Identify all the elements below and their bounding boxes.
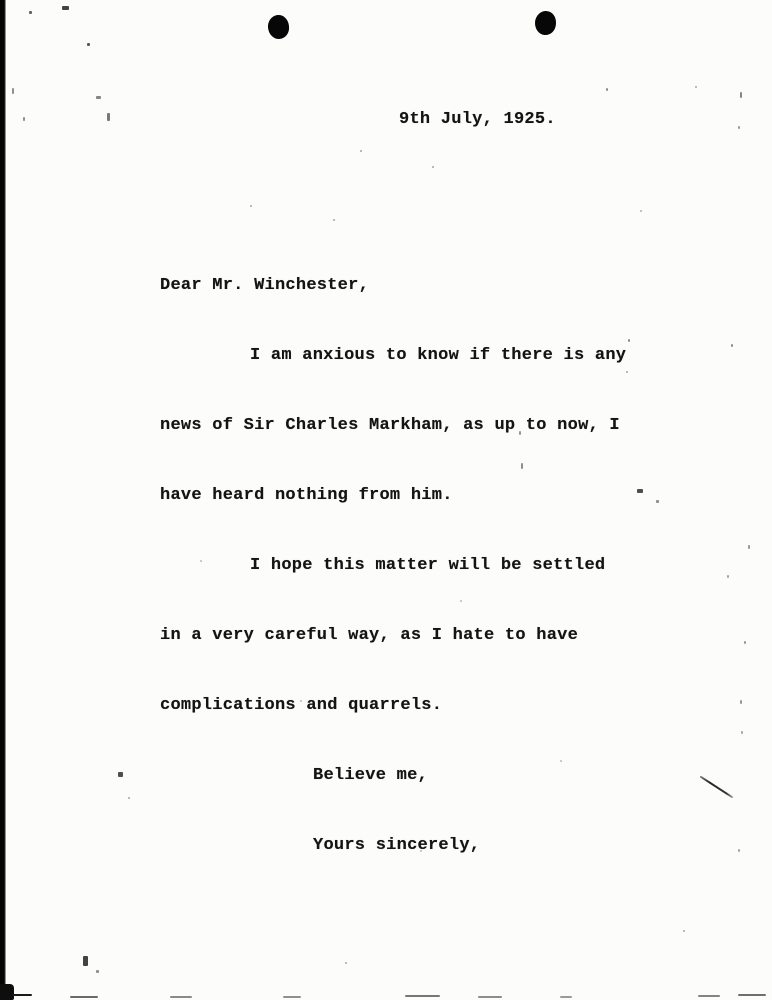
scan-speck: [683, 930, 685, 932]
scan-speck: [420, 850, 422, 852]
scan-speck: [637, 489, 643, 493]
scan-edge-dash: [12, 994, 32, 996]
scan-edge-shadow: [0, 0, 6, 1000]
letter-body: [160, 232, 626, 900]
scan-speck: [740, 700, 742, 704]
scan-edge-dash: [478, 996, 502, 998]
scan-speck: [606, 88, 608, 91]
scan-speck: [29, 11, 32, 14]
scan-edge-dash: [405, 995, 440, 997]
scan-speck: [741, 731, 743, 734]
scan-speck: [128, 797, 130, 799]
scan-speck: [118, 772, 123, 777]
scan-speck: [300, 700, 302, 702]
paragraph1-line3: have heard nothing from him.: [160, 486, 453, 505]
scan-speck: [87, 43, 90, 46]
scan-speck: [432, 166, 434, 168]
scan-speck: [740, 92, 742, 98]
scan-speck: [748, 545, 750, 549]
paragraph1-line2: news of Sir Charles Markham, as up to now, I: [160, 416, 620, 435]
scan-edge-dash: [170, 996, 192, 998]
scan-speck: [107, 113, 110, 121]
scan-speck: [628, 339, 630, 342]
scan-speck: [96, 970, 99, 973]
scan-speck: [521, 463, 523, 469]
scan-speck: [626, 371, 628, 373]
scan-speck: [519, 431, 521, 435]
scan-speck: [23, 117, 25, 121]
scan-speck: [460, 600, 462, 602]
scan-speck: [12, 88, 14, 94]
paragraph1-line1: I am anxious to know if there is any: [250, 346, 627, 365]
paragraph2-line1: I hope this matter will be settled: [250, 556, 606, 575]
punch-hole-icon: [267, 14, 290, 40]
scan-speck: [738, 126, 740, 129]
scan-speck: [345, 962, 347, 964]
scan-speck: [731, 344, 733, 347]
scan-speck: [62, 6, 69, 10]
punch-hole-icon: [534, 10, 557, 35]
letter-date: 9th July, 1925.: [399, 110, 556, 129]
closing-line1: Believe me,: [313, 766, 428, 785]
pen-stroke-mark: [700, 776, 734, 799]
scan-speck: [656, 500, 659, 503]
scan-speck: [83, 956, 88, 966]
salutation: Dear Mr. Winchester,: [160, 276, 370, 295]
scan-edge-dash: [70, 996, 98, 998]
scan-edge-dash: [560, 996, 572, 998]
scan-speck: [640, 210, 642, 212]
scan-speck: [727, 575, 729, 578]
scan-speck: [96, 96, 101, 99]
scan-speck: [744, 641, 746, 644]
scan-edge-dash: [738, 994, 766, 996]
scan-speck: [560, 760, 562, 762]
closing-line2: Yours sincerely,: [313, 836, 481, 855]
scan-speck: [333, 219, 335, 221]
scan-edge-dash: [283, 996, 301, 998]
scan-edge-dash: [698, 995, 720, 997]
paragraph2-line2: in a very careful way, as I hate to have: [160, 626, 579, 645]
scan-speck: [738, 849, 740, 852]
scan-edge-corner-blob: [0, 984, 14, 1000]
scan-speck: [250, 205, 252, 207]
scan-speck: [360, 150, 362, 152]
scan-speck: [200, 560, 202, 562]
paragraph2-line3: complications and quarrels.: [160, 696, 443, 715]
scan-speck: [695, 86, 697, 88]
